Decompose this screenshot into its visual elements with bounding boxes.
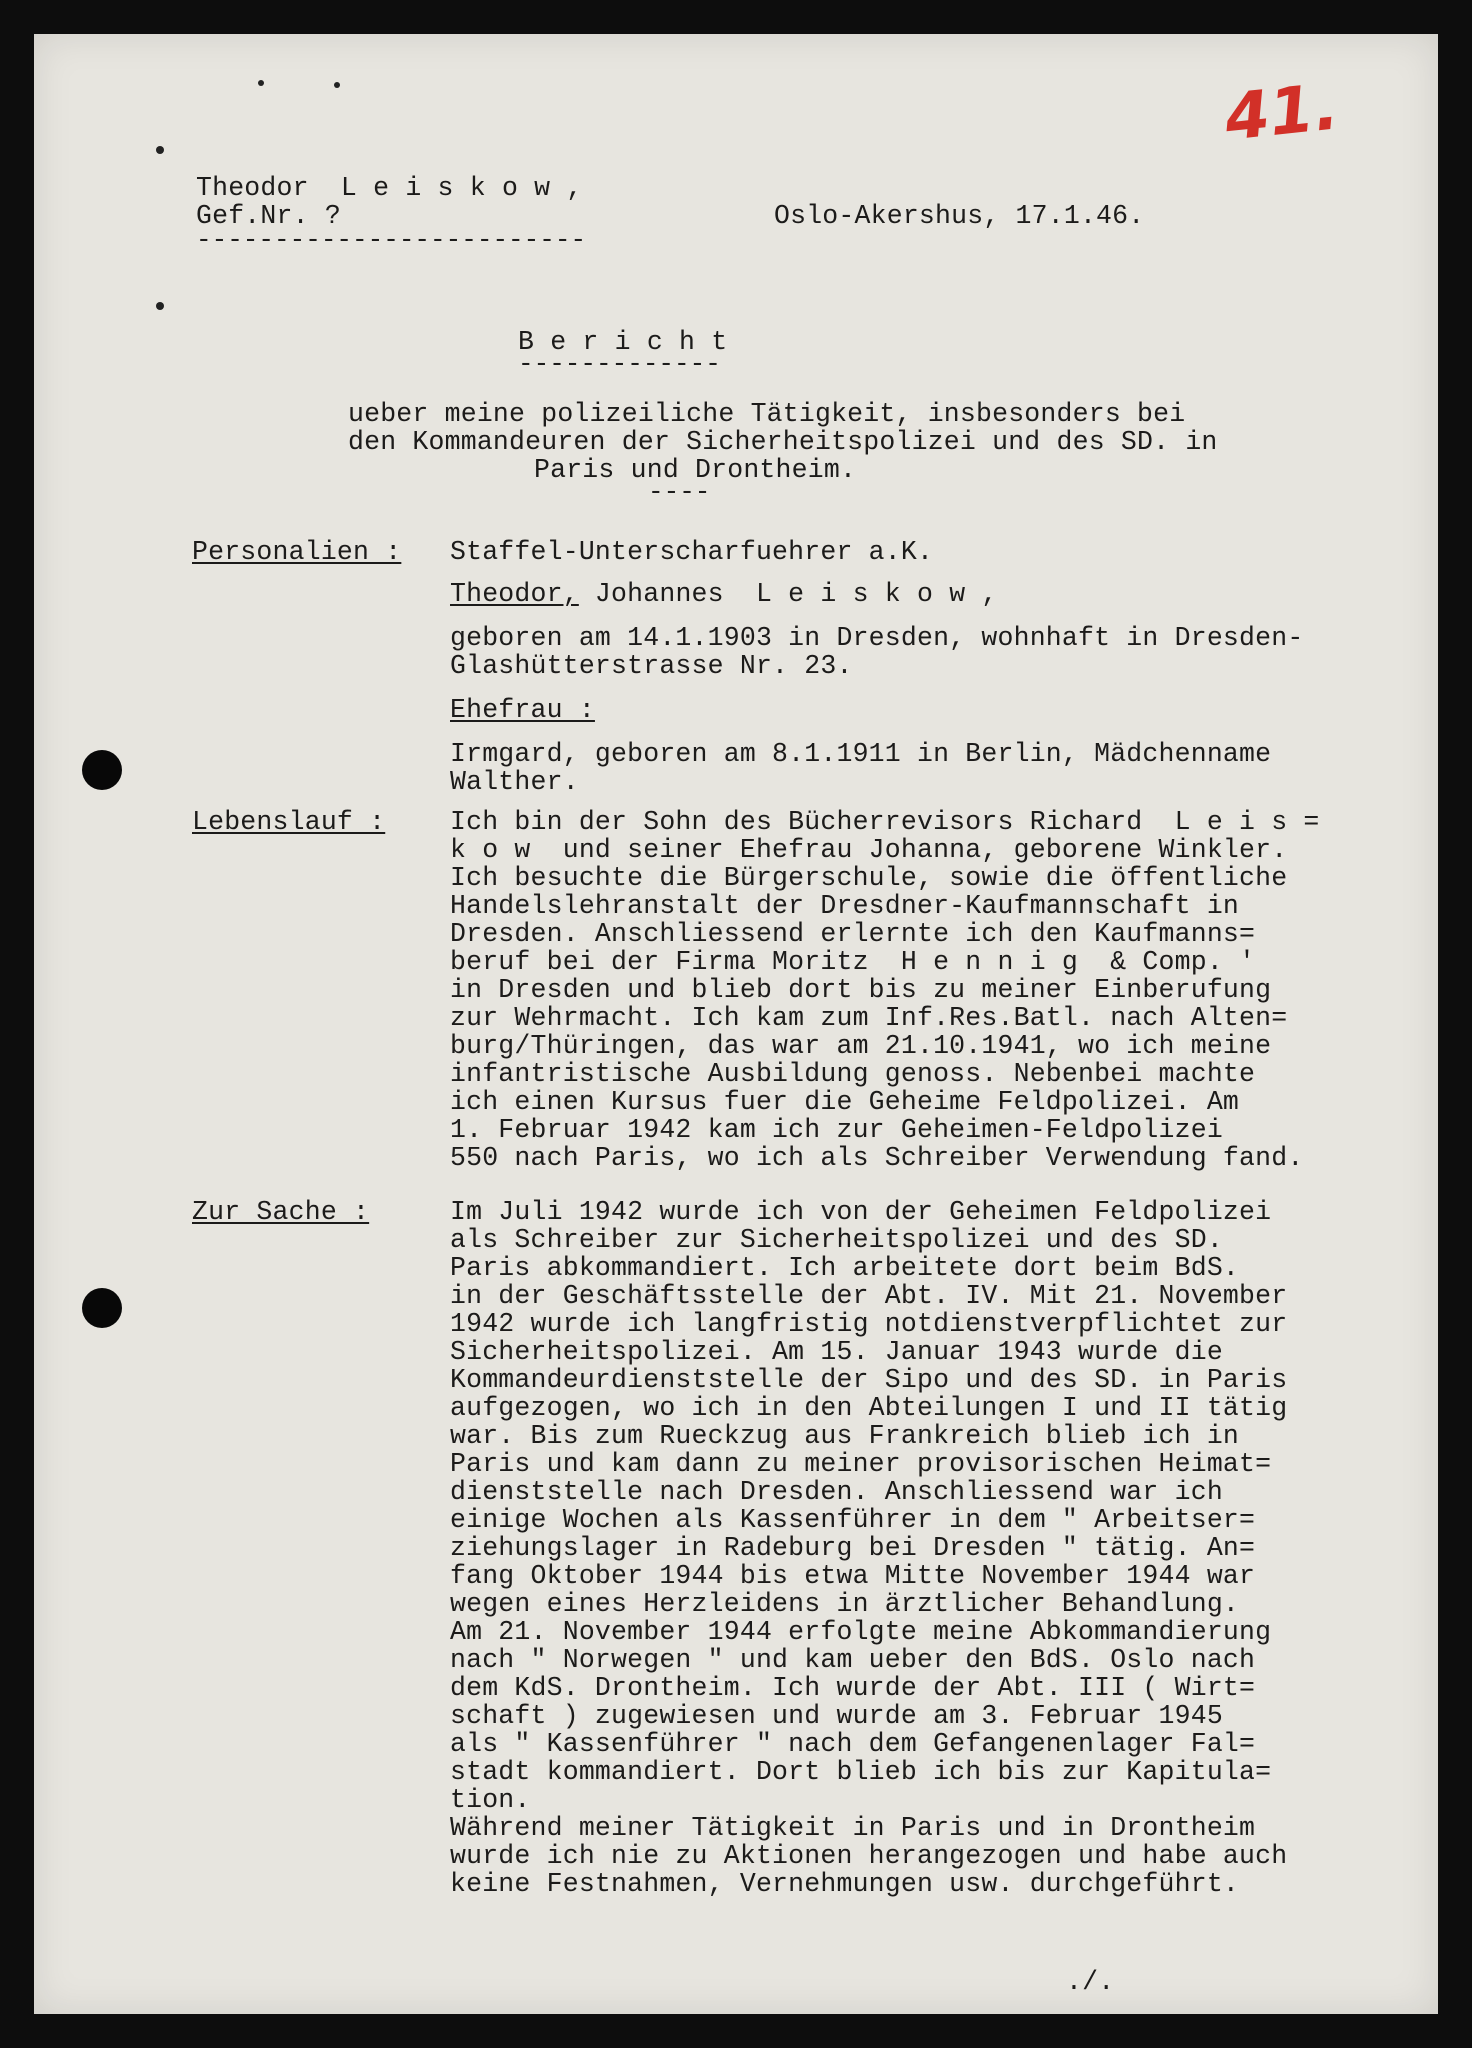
subtitle-line: ueber meine polizeiliche Tätigkeit, insbesonders bei: [348, 399, 1186, 429]
zur-sache-line: als " Kassenführer " nach dem Gefangenenlager Fal=: [450, 1729, 1256, 1759]
lebenslauf-line: zur Wehrmacht. Ich kam zum Inf.Res.Batl. nach Alten=: [450, 1003, 1288, 1033]
zur-sache-line: Am 21. November 1944 erfolgte meine Abkommandierung: [450, 1617, 1272, 1647]
birth-line: Glashütterstrasse Nr. 23.: [450, 651, 853, 681]
zur-sache-line: wegen eines Herzleidens in ärztlicher Behandlung.: [450, 1589, 1240, 1619]
zur-sache-line: keine Festnahmen, Vernehmungen usw. durchgeführt.: [450, 1869, 1240, 1899]
zur-sache-label: Zur Sache :: [192, 1197, 370, 1227]
zur-sache-line: tion.: [450, 1785, 531, 1815]
zur-sache-line: dienststelle nach Dresden. Anschliessend war ich: [450, 1477, 1223, 1507]
lebenslauf-line: ich einen Kursus fuer die Geheime Feldpolizei. Am: [450, 1087, 1240, 1117]
punch-hole-top: [82, 750, 122, 790]
document-page: [34, 34, 1438, 2014]
zur-sache-line: Paris und kam dann zu meiner provisorischen Heimat=: [450, 1449, 1272, 1479]
header-separator: -------------------------: [196, 225, 587, 255]
lebenslauf-line: Ich bin der Sohn des Bücherrevisors Richard L e i s =: [450, 807, 1320, 837]
title-underline: -------------: [518, 349, 721, 379]
zur-sache-line: als Schreiber zur Sicherheitspolizei und des SD.: [450, 1225, 1223, 1255]
ink-speck: [258, 80, 264, 86]
zur-sache-line: aufgezogen, wo ich in den Abteilungen I und II tätig: [450, 1393, 1288, 1423]
ink-speck: [156, 302, 164, 310]
lebenslauf-line: Dresden. Anschliessend erlernte ich den Kaufmanns=: [450, 919, 1256, 949]
zur-sache-line: Kommandeurdienststelle der Sipo und des SD. in Paris: [450, 1365, 1288, 1395]
zur-sache-line: fang Oktober 1944 bis etwa Mitte November 1944 war: [450, 1561, 1256, 1591]
zur-sache-line: Während meiner Tätigkeit in Paris und in Drontheim: [450, 1813, 1256, 1843]
zur-sache-line: Im Juli 1942 wurde ich von der Geheimen Feldpolizei: [450, 1197, 1272, 1227]
wife-label: Ehefrau :: [450, 695, 595, 725]
lebenslauf-line: burg/Thüringen, das war am 21.10.1941, wo ich meine: [450, 1031, 1272, 1061]
page-number: 41.: [1221, 70, 1342, 156]
full-name: [450, 580, 998, 608]
personalien-label: Personalien :: [192, 537, 402, 567]
zur-sache-line: einige Wochen als Kassenführer in dem " Arbeitser=: [450, 1505, 1256, 1535]
zur-sache-line: stadt kommandiert. Dort blieb ich bis zur Kapitula=: [450, 1757, 1272, 1787]
ink-speck: [334, 82, 340, 88]
author-name: Theodor L e i s k o w ,: [196, 173, 583, 203]
name-rest: Johannes L e i s k o w ,: [578, 579, 998, 609]
birth-line: geboren am 14.1.1903 in Dresden, wohnhaft in Dresden-: [450, 623, 1304, 653]
report-title: B e r i c h t: [518, 327, 728, 357]
lebenslauf-line: beruf bei der Firma Moritz H e n n i g & Comp. ': [450, 947, 1256, 977]
wife-line: Irmgard, geboren am 8.1.1911 in Berlin, Mädchenname: [450, 739, 1272, 769]
punch-hole-bottom: [82, 1288, 122, 1328]
lebenslauf-line: Handelslehranstalt der Dresdner-Kaufmannschaft in: [450, 891, 1240, 921]
lebenslauf-line: k o w und seiner Ehefrau Johanna, geborene Winkler.: [450, 835, 1288, 865]
zur-sache-line: 1942 wurde ich langfristig notdienstverpflichtet zur: [450, 1309, 1288, 1339]
zur-sache-line: nach " Norwegen " und kam ueber den BdS. Oslo nach: [450, 1645, 1256, 1675]
prisoner-number: Gef.Nr. ?: [196, 201, 341, 231]
lebenslauf-label: Lebenslauf :: [192, 807, 386, 837]
lebenslauf-line: 1. Februar 1942 kam ich zur Geheimen-Feldpolizei: [450, 1115, 1223, 1145]
lebenslauf-line: infantristische Ausbildung genoss. Nebenbei machte: [450, 1059, 1256, 1089]
subtitle-dash: ----: [648, 477, 711, 507]
ink-speck: [156, 146, 164, 154]
wife-line: Walther.: [450, 767, 579, 797]
continuation-mark: ./.: [1066, 1967, 1115, 1997]
zur-sache-line: Paris abkommandiert. Ich arbeitete dort beim BdS.: [450, 1253, 1240, 1283]
lebenslauf-line: 550 nach Paris, wo ich als Schreiber Verwendung fand.: [450, 1143, 1304, 1173]
zur-sache-line: Sicherheitspolizei. Am 15. Januar 1943 wurde die: [450, 1337, 1223, 1367]
subtitle-line: den Kommandeuren der Sicherheitspolizei und des SD. in: [348, 427, 1218, 457]
place-date: Oslo-Akershus, 17.1.46.: [774, 201, 1145, 231]
zur-sache-line: dem KdS. Drontheim. Ich wurde der Abt. III ( Wirt=: [450, 1673, 1256, 1703]
subtitle-line: Paris und Drontheim.: [534, 455, 857, 485]
zur-sache-line: war. Bis zum Rueckzug aus Frankreich blieb ich in: [450, 1421, 1240, 1451]
zur-sache-line: in der Geschäftsstelle der Abt. IV. Mit 21. November: [450, 1281, 1288, 1311]
zur-sache-line: wurde ich nie zu Aktionen herangezogen und habe auch: [450, 1841, 1288, 1871]
first-name: Theodor,: [450, 579, 579, 609]
zur-sache-line: ziehungslager in Radeburg bei Dresden " tätig. An=: [450, 1533, 1256, 1563]
lebenslauf-line: in Dresden und blieb dort bis zu meiner Einberufung: [450, 975, 1272, 1005]
zur-sache-line: schaft ) zugewiesen und wurde am 3. Februar 1945: [450, 1701, 1223, 1731]
rank: Staffel-Unterscharfuehrer a.K.: [450, 537, 934, 567]
lebenslauf-line: Ich besuchte die Bürgerschule, sowie die öffentliche: [450, 863, 1288, 893]
